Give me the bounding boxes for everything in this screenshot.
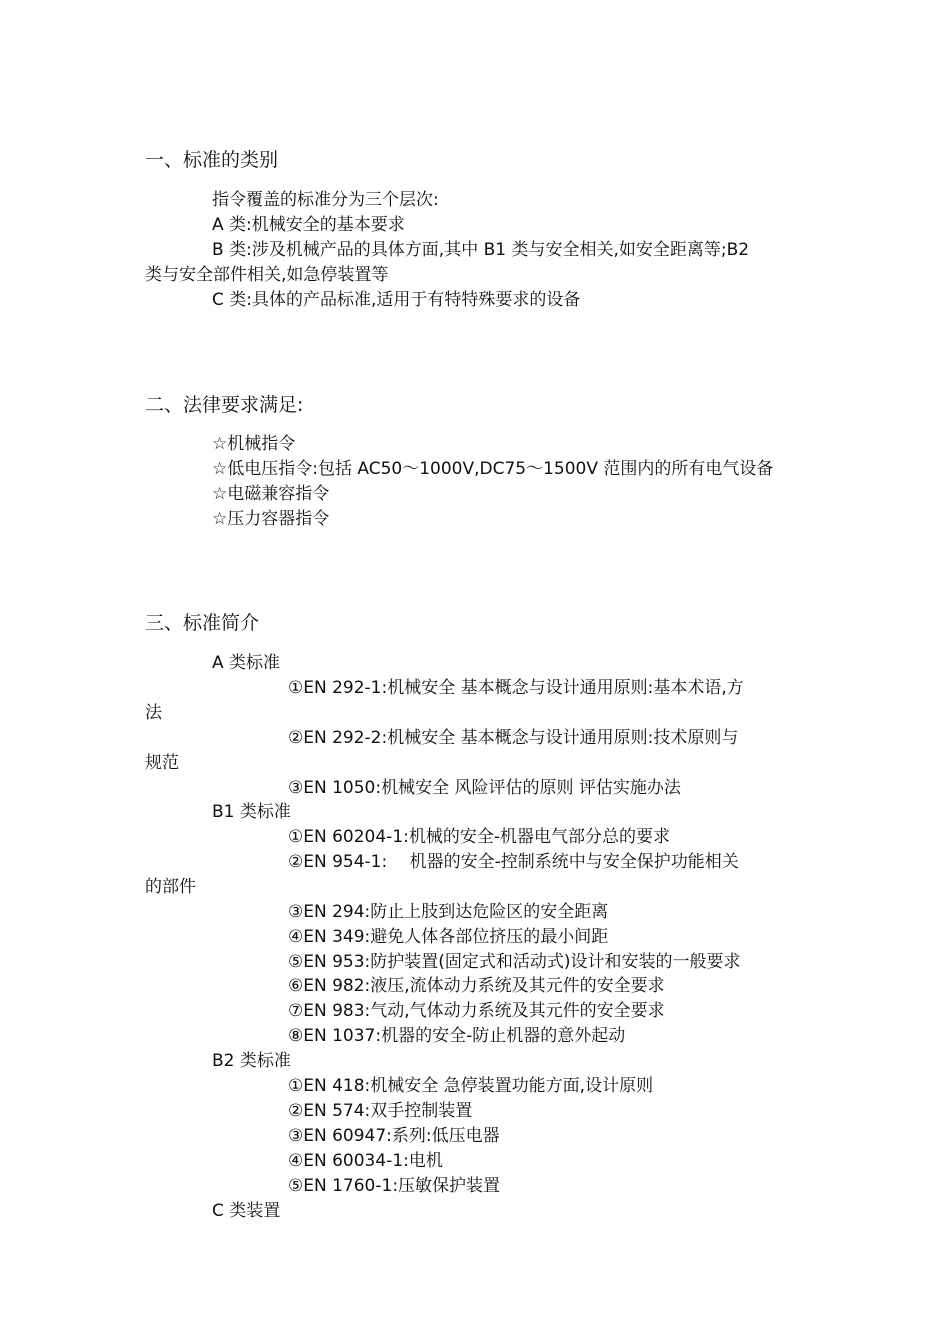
list-item: ⑦EN 983:气动,气体动力系统及其元件的安全要求 [288, 1001, 665, 1021]
list-item: ⑤EN 1760-1:压敏保护装置 [288, 1176, 501, 1196]
list-item-continuation: 法 [145, 703, 162, 723]
subheading-b2: B2 类标准 [212, 1051, 291, 1071]
list-item: ⑥EN 982:液压,流体动力系统及其元件的安全要求 [288, 976, 665, 996]
text-line: B 类:涉及机械产品的具体方面,其中 B1 类与安全相关,如安全距离等;B2 [212, 240, 750, 260]
text-line: ☆机械指令 [212, 434, 296, 454]
text-line: ☆压力容器指令 [212, 509, 330, 529]
list-item: ①EN 418:机械安全 急停装置功能方面,设计原则 [288, 1076, 654, 1096]
list-item: ②EN 292-2:机械安全 基本概念与设计通用原则:技术原则与 [288, 728, 739, 748]
list-item: ③EN 60947:系列:低压电器 [288, 1126, 500, 1146]
list-item: ②EN 574:双手控制装置 [288, 1101, 473, 1121]
list-item: ④EN 349:避免人体各部位挤压的最小间距 [288, 927, 609, 947]
list-item: ⑤EN 953:防护装置(固定式和活动式)设计和安装的一般要求 [288, 952, 741, 972]
list-item-continuation: 规范 [145, 753, 179, 773]
list-item-continuation: 的部件 [145, 877, 196, 897]
text-line: 类与安全部件相关,如急停装置等 [145, 265, 389, 285]
list-item: ③EN 294:防止上肢到达危险区的安全距离 [288, 902, 609, 922]
subheading-b1: B1 类标准 [212, 802, 291, 822]
subheading-a: A 类标准 [212, 653, 281, 673]
list-item: ④EN 60034-1:电机 [288, 1151, 443, 1171]
list-item: ③EN 1050:机械安全 风险评估的原则 评估实施办法 [288, 778, 681, 798]
text-line: 指令覆盖的标准分为三个层次: [212, 190, 439, 210]
text-line: A 类:机械安全的基本要求 [212, 215, 405, 235]
text-line: ☆电磁兼容指令 [212, 484, 330, 504]
list-item: ①EN 292-1:机械安全 基本概念与设计通用原则:基本术语,方 [288, 678, 744, 698]
list-item: ⑧EN 1037:机器的安全-防止机器的意外起动 [288, 1026, 626, 1046]
text-line: C 类:具体的产品标准,适用于有特特殊要求的设备 [212, 290, 581, 310]
section-1-heading: 一、标准的类别 [145, 149, 279, 171]
list-item: ②EN 954-1: 机器的安全-控制系统中与安全保护功能相关 [288, 852, 739, 872]
section-2-heading: 二、法律要求满足: [145, 394, 304, 416]
list-item: ①EN 60204-1:机械的安全-机器电气部分总的要求 [288, 827, 670, 847]
text-line: ☆低电压指令:包括 AC50～1000V,DC75～1500V 范围内的所有电气设备 [212, 459, 774, 479]
section-3-heading: 三、标准简介 [145, 612, 260, 634]
subheading-c: C 类装置 [212, 1201, 281, 1221]
